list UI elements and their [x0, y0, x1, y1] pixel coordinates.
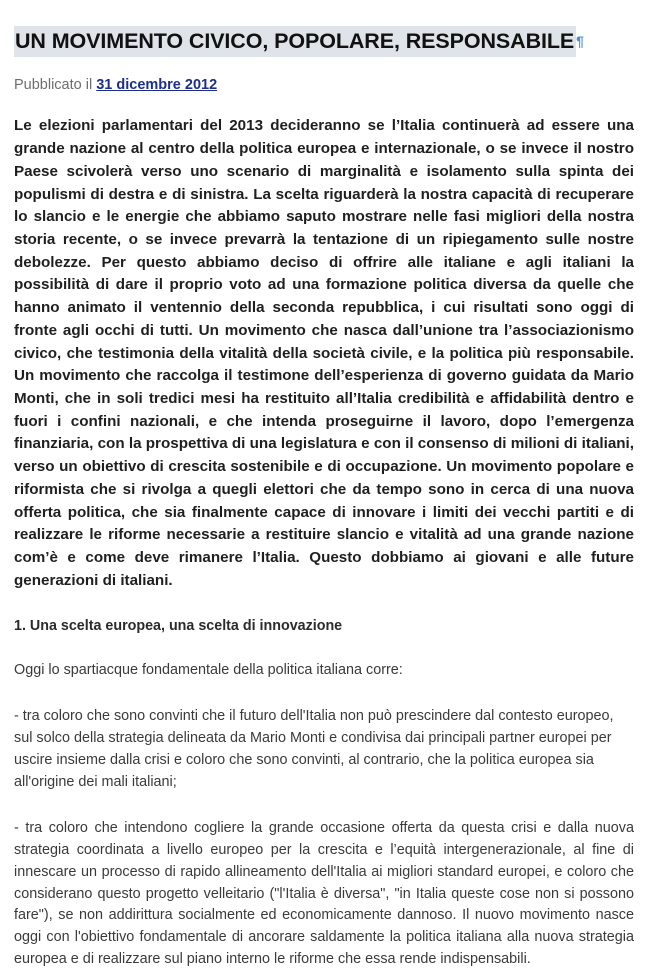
published-line [14, 56, 634, 95]
published-label: Pubblicato il [14, 76, 93, 93]
pilcrow-icon[interactable]: ¶ [576, 33, 584, 49]
bullet-paragraph-2: - tra coloro che intendono cogliere la grande occasione offerta da questa crisi e dalla nuova strategia coordinata a livello europeo per la crescita e l’equità intergenerazionale, al fine di innescare un processo di rapido allineamento dell'Italia ai migliori standard europei, e coloro che considerano questo progetto velleitario ("l'Italia è diversa", "in Italia queste cose non si possono fare"), se non addirittura socialmente ed economicamente dannoso. Il nuovo movimento nasce oggi con l'obiettivo fondamentale di ancorare saldamente la politica italiana alla nuova strategia europea e di realizzare sul piano interno le riforme che essa rende indispensabili. [14, 819, 634, 968]
bullet-paragraph-1: - tra coloro che sono convinti che il futuro dell'Italia non può prescindere dal contesto europeo, sul solco della strategia delineata da Mario Monti e condivisa dai principali partner europei per uscire insieme dalla crisi e coloro che sono convinti, al contrario, che la politica europea sia all'origine dei mali italiani; [14, 708, 614, 791]
published-date-link[interactable]: 31 dicembre 2012 [96, 76, 218, 93]
section-heading-1: 1. Una scelta europea, una scelta di innovazione [14, 618, 343, 635]
page-title-text: UN MOVIMENTO CIVICO, POPOLARE, RESPONSABILE [14, 26, 576, 57]
lead-paragraph: Le elezioni parlamentari del 2013 decideranno se l’Italia continuerà ad essere una grande nazione al centro della politica europea e internazionale, o se invece il nostro Paese scivolerà verso uno scenario di marginalità e isolamento sulla spinta dei populismi di destra e di sinistra. La scelta riguarderà la nostra capacità di recuperare lo slancio e le energie che abbiamo saputo mostrare nelle fasi migliori della nostra storia recente, o se invece prevarrà la tentazione di un ripiegamento sulle nostre debolezze. Per questo abbiamo deciso di offrire alle italiane e agli italiani la possibilità di dare il proprio voto ad una formazione politica diversa da quelle che hanno animato il ventennio della seconda repubblica, i cui risultati sono oggi di fronte agli occhi di tutti. Un movimento che nasca dall’unione tra l’associazionismo civico, che testimonia della vitalità della società civile, e la politica più responsabile. Un movimento che raccolga il testimone dell’esperienza di governo guidata da Mario Monti, che in soli tredici mesi ha restituito all’Italia credibilità e affidabilità dentro e fuori i confini nazionali, e che intenda proseguirne il lavoro, dopo l’emergenza finanziaria, con la prospettiva di una legislatura e con il consenso di milioni di italiani, verso un obiettivo di crescita sostenibile e di occupazione. Un movimento popolare e riformista che si rivolga a quegli elettori che da tempo sono in cerca di una nuova offerta politica, che sia finalmente capace di innovare i limiti dei vecchi partiti e di realizzare le riforme necessarie a restituire slancio e vitalità ad una grande nazione com’è e come deve rimanere l’Italia. Questo dobbiamo ai giovani e alle future generazioni di italiani. [14, 117, 634, 589]
page-title [14, 0, 634, 56]
section-intro-paragraph: Oggi lo spartiacque fondamentale della politica italiana corre: [14, 662, 403, 679]
